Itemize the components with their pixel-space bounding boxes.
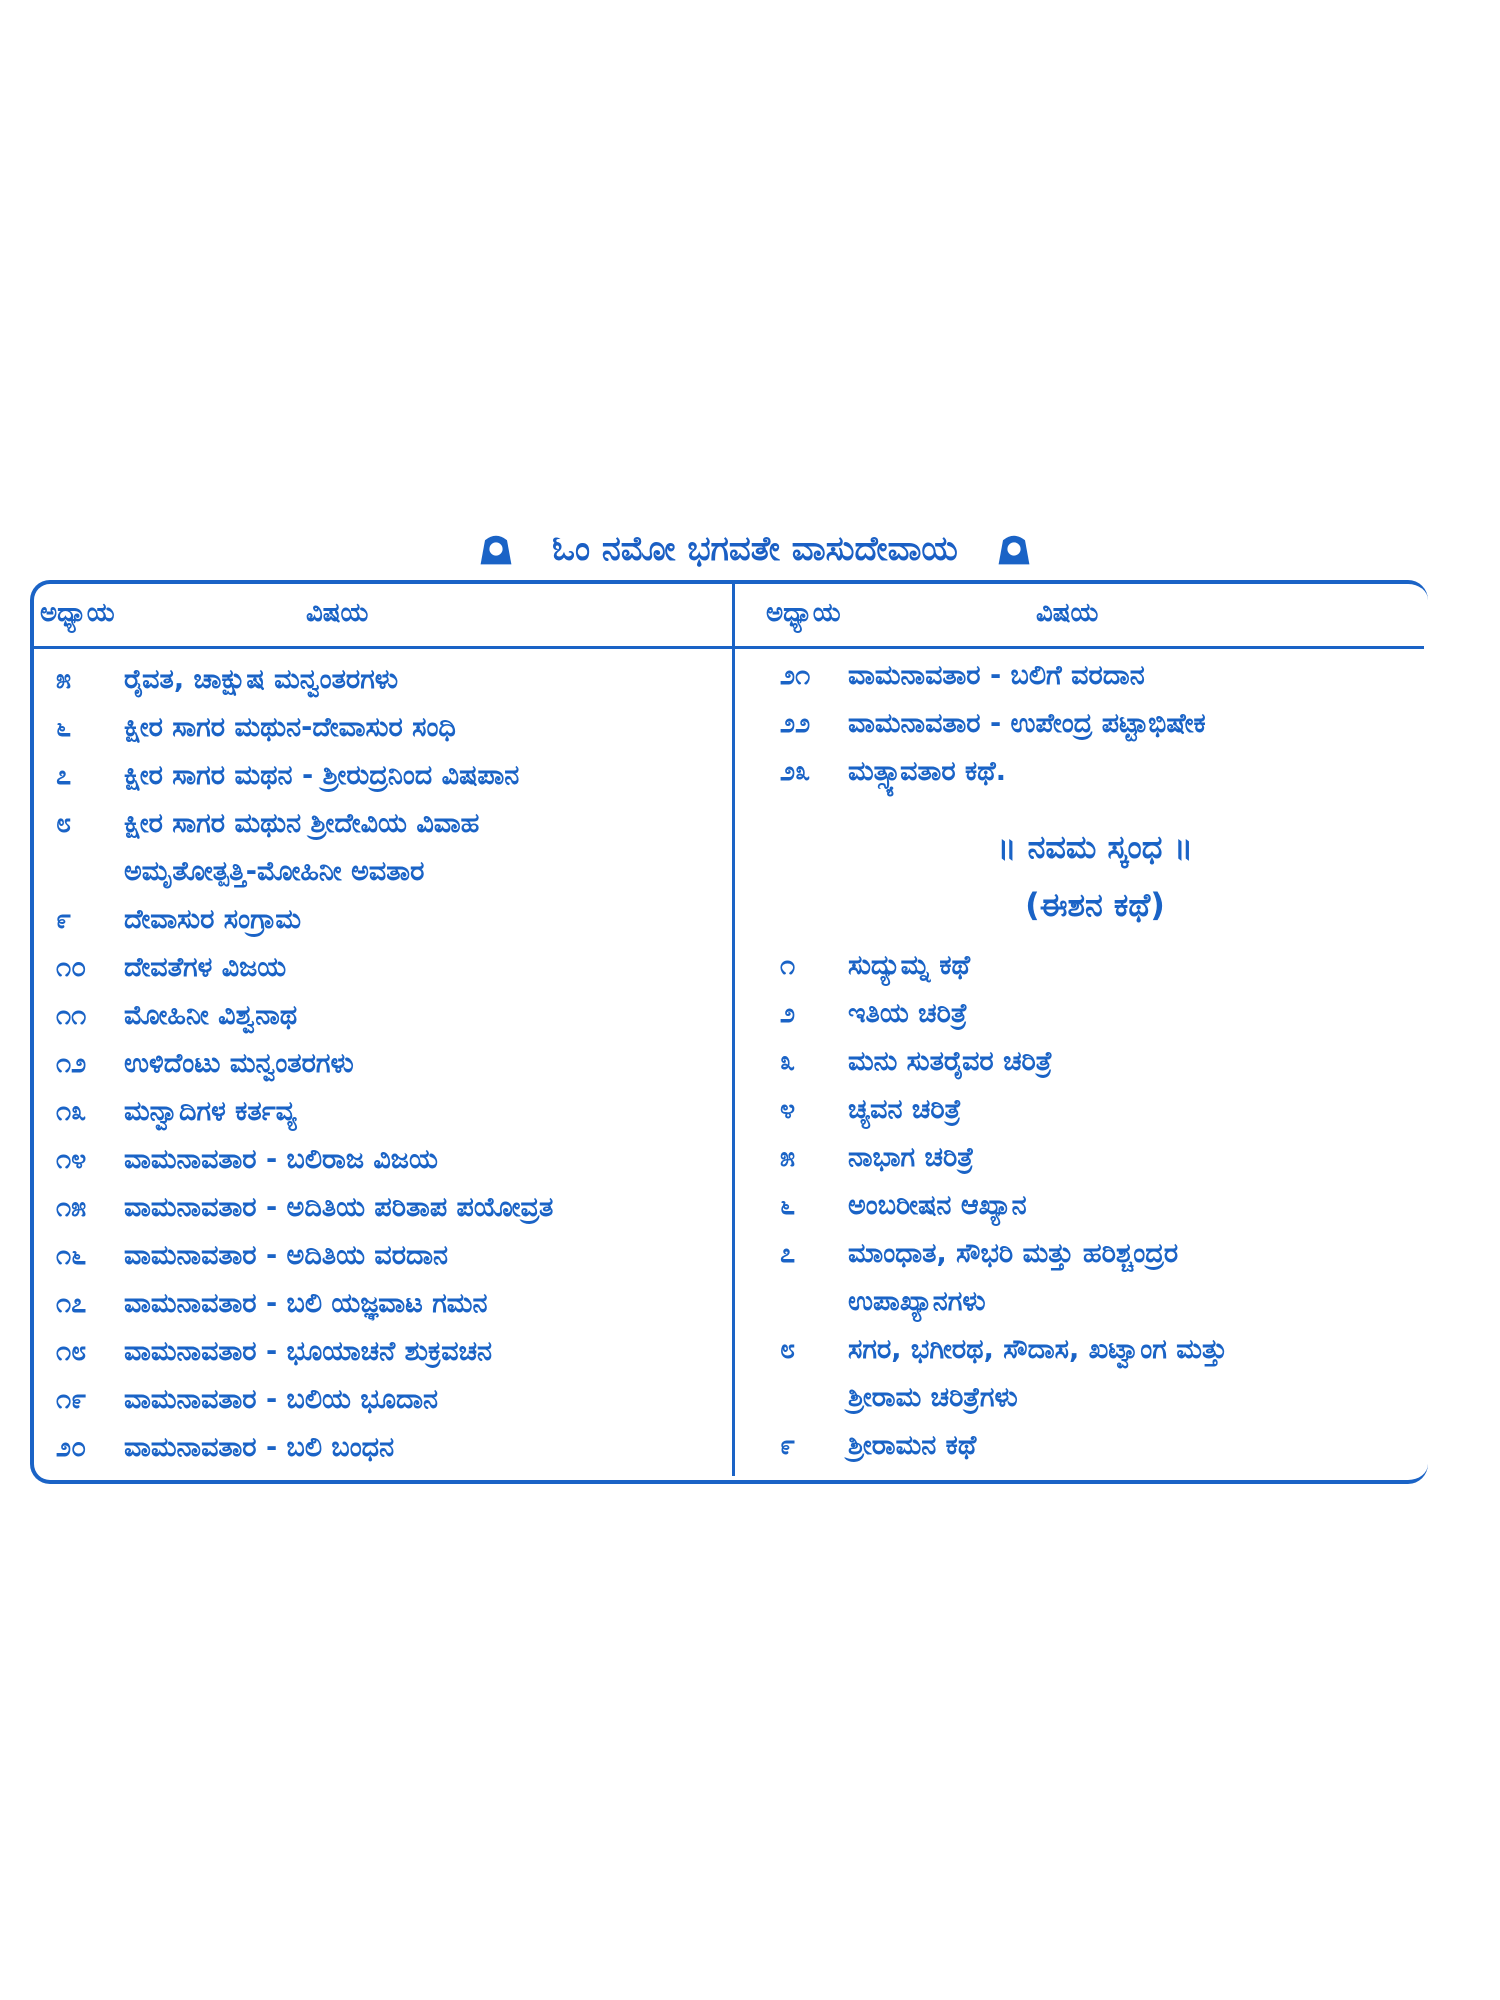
right-subject-header: ವಿಷಯ [1036,598,1099,628]
chapter-number: ೭ [56,760,72,791]
chapter-subject: ಅಂಬರೀಷನ ಆಖ್ಯಾನ [848,1190,1027,1221]
list-item [780,1376,1018,1420]
page-header [405,523,1105,575]
list-item [780,1088,961,1132]
chapter-number: ೨೩ [780,756,811,787]
list-item [780,1184,1027,1228]
list-item [56,946,286,990]
chapter-subject: ದೇವಾಸುರ ಸಂಗ್ರಾಮ [124,904,302,935]
chapter-number: ೫ [56,664,72,695]
chapter-subject: ಮನು ಸುತರೈವರ ಚರಿತ್ರೆ [848,1046,1053,1077]
chapter-subject: ವಾಮನಾವತಾರ - ಭೂಯಾಚನೆ ಶುಕ್ರವಚನ [124,1336,493,1367]
chapter-subject: ಇತಿಯ ಚರಿತ್ರೆ [848,998,968,1029]
list-item [56,658,398,702]
header-divider [34,646,1424,649]
list-item [56,802,479,846]
chapter-number: ೮ [56,808,72,839]
chapter-subject: ವಾಮನಾವತಾರ - ಬಲಿ ಯಜ್ಞವಾಟ ಗಮನ [124,1288,488,1319]
list-item [56,1282,488,1326]
chapter-number: ೧೪ [56,1144,87,1175]
list-item [56,706,456,750]
chapter-number: ೨೨ [780,708,811,739]
left-chapter-header: ಅಧ್ಯಾಯ [40,598,115,628]
chapter-number: ೯ [780,1430,796,1461]
chapter-subject: ವಾಮನಾವತಾರ - ಬಲಿಯ ಭೂದಾನ [124,1384,438,1415]
chapter-subject: ಅಮೃತೋತ್ಪತ್ತಿ-ಮೋಹಿನೀ ಅವತಾರ [124,856,425,887]
chapter-subject: ಸುದ್ಯುಮ್ನ ಕಥೆ [848,950,971,981]
chapter-subject: ಶ್ರೀರಾಮನ ಕಥೆ [848,1430,977,1461]
list-item [56,1378,438,1422]
list-item [780,1136,974,1180]
list-item [56,898,301,942]
list-item [56,850,424,894]
chapter-number: ೧೭ [56,1288,87,1319]
chapter-subject: ಉಳಿದೆಂಟು ಮನ್ವಂತರಗಳು [124,1048,354,1079]
chapter-number: ೧೮ [56,1336,87,1367]
chapter-subject: ನಾಭಾಗ ಚರಿತ್ರೆ [848,1142,974,1173]
chapter-number: ೫ [780,1142,796,1173]
chapter-subject: ಚ್ಯವನ ಚರಿತ್ರೆ [848,1094,962,1125]
chapter-subject: ಕ್ಷೀರ ಸಾಗರ ಮಥನ - ಶ್ರೀರುದ್ರನಿಂದ ವಿಷಪಾನ [124,760,520,791]
chapter-number: ೧೬ [56,1240,87,1271]
list-item [780,1040,1052,1084]
chapter-subject: ವಾಮನಾವತಾರ - ಅದಿತಿಯ ಪರಿತಾಪ ಪಯೋವ್ರತ [124,1192,554,1223]
chapter-number: ೪ [780,1094,796,1125]
chapter-number: ೯ [56,904,72,935]
chapter-number: ೭ [780,1238,796,1269]
list-item [780,750,1006,794]
skandha-subtitle: (ಈಶನ ಕಥೆ) [1025,886,1165,924]
left-subject-header: ವಿಷಯ [306,598,369,628]
chapter-subject: ವಾಮನಾವತಾರ - ಬಲಿರಾಜ ವಿಜಯ [124,1144,438,1175]
chapter-subject: ವಾಮನಾವತಾರ - ಅದಿತಿಯ ವರದಾನ [124,1240,449,1271]
list-item [56,994,297,1038]
list-item [780,1328,1227,1372]
list-item [56,1426,394,1470]
ornament-right-icon [992,527,1036,571]
chapter-subject: ಮಾಂಧಾತ, ಸೌಭರಿ ಮತ್ತು ಹರಿಶ್ಚಂದ್ರರ [848,1238,1179,1269]
chapter-number: ೧೯ [56,1384,87,1415]
column-divider [732,584,735,1476]
list-item [56,1234,448,1278]
list-item [56,754,519,798]
list-item [780,992,967,1036]
list-item [780,702,1206,746]
chapter-number: ೬ [780,1190,796,1221]
chapter-subject: ಸಗರ, ಭಗೀರಥ, ಸೌದಾಸ, ಖಟ್ವಾಂಗ ಮತ್ತು [848,1334,1228,1365]
chapter-subject: ವಾಮನಾವತಾರ - ಬಲಿ ಬಂಧನ [124,1432,395,1463]
list-item [780,1232,1178,1276]
chapter-subject: ರೈವತ, ಚಾಕ್ಷುಷ ಮನ್ವಂತರಗಳು [124,664,399,695]
chapter-subject: ಶ್ರೀರಾಮ ಚರಿತ್ರೆಗಳು [848,1382,1018,1413]
chapter-number: ೨೦ [56,1432,87,1463]
chapter-number: ೧ [780,950,796,981]
chapter-number: ೧೩ [56,1096,87,1127]
list-item [780,654,1145,698]
chapter-number: ೧೨ [56,1048,87,1079]
chapter-subject: ಮತ್ಸ್ಯಾವತಾರ ಕಥೆ. [848,756,1006,787]
chapter-number: ೨ [780,998,796,1029]
chapter-number: ೨೧ [780,660,811,691]
list-item [780,1424,976,1468]
list-item [780,1280,986,1324]
chapter-number: ೬ [56,712,72,743]
chapter-number: ೧೫ [56,1192,87,1223]
list-item [56,1090,297,1134]
chapter-subject: ವಾಮನಾವತಾರ - ಉಪೇಂದ್ರ ಪಟ್ಟಾಭಿಷೇಕ [848,708,1206,739]
list-item [780,944,970,988]
right-chapter-header: ಅಧ್ಯಾಯ [766,598,841,628]
chapter-subject: ಮೋಹಿನೀ ವಿಶ್ವನಾಥ [124,1000,298,1031]
skandha-title: ॥ ನವಮ ಸ್ಕಂಧ ॥ [996,828,1194,866]
chapter-subject: ಕ್ಷೀರ ಸಾಗರ ಮಥುನ-ದೇವಾಸುರ ಸಂಧಿ [124,712,456,743]
list-item [56,1330,492,1374]
chapter-number: ೩ [780,1046,796,1077]
chapter-subject: ಮನ್ವಾದಿಗಳ ಕರ್ತವ್ಯ [124,1096,297,1127]
chapter-subject: ದೇವತೆಗಳ ವಿಜಯ [124,952,287,983]
chapter-subject: ಉಪಾಖ್ಯಾನಗಳು [848,1286,986,1317]
chapter-subject: ಕ್ಷೀರ ಸಾಗರ ಮಥುನ ಶ್ರೀದೇವಿಯ ವಿವಾಹ [124,808,480,839]
list-item [56,1138,438,1182]
list-item [56,1042,354,1086]
chapter-number: ೮ [780,1334,796,1365]
list-item [56,1186,553,1230]
ornament-left-icon [474,527,518,571]
page-title: ಓಂ ನಮೋ ಭಗವತೇ ವಾಸುದೇವಾಯ [552,529,958,569]
chapter-number: ೧೧ [56,1000,87,1031]
chapter-subject: ವಾಮನಾವತಾರ - ಬಲಿಗೆ ವರದಾನ [848,660,1145,691]
chapter-number: ೧೦ [56,952,87,983]
